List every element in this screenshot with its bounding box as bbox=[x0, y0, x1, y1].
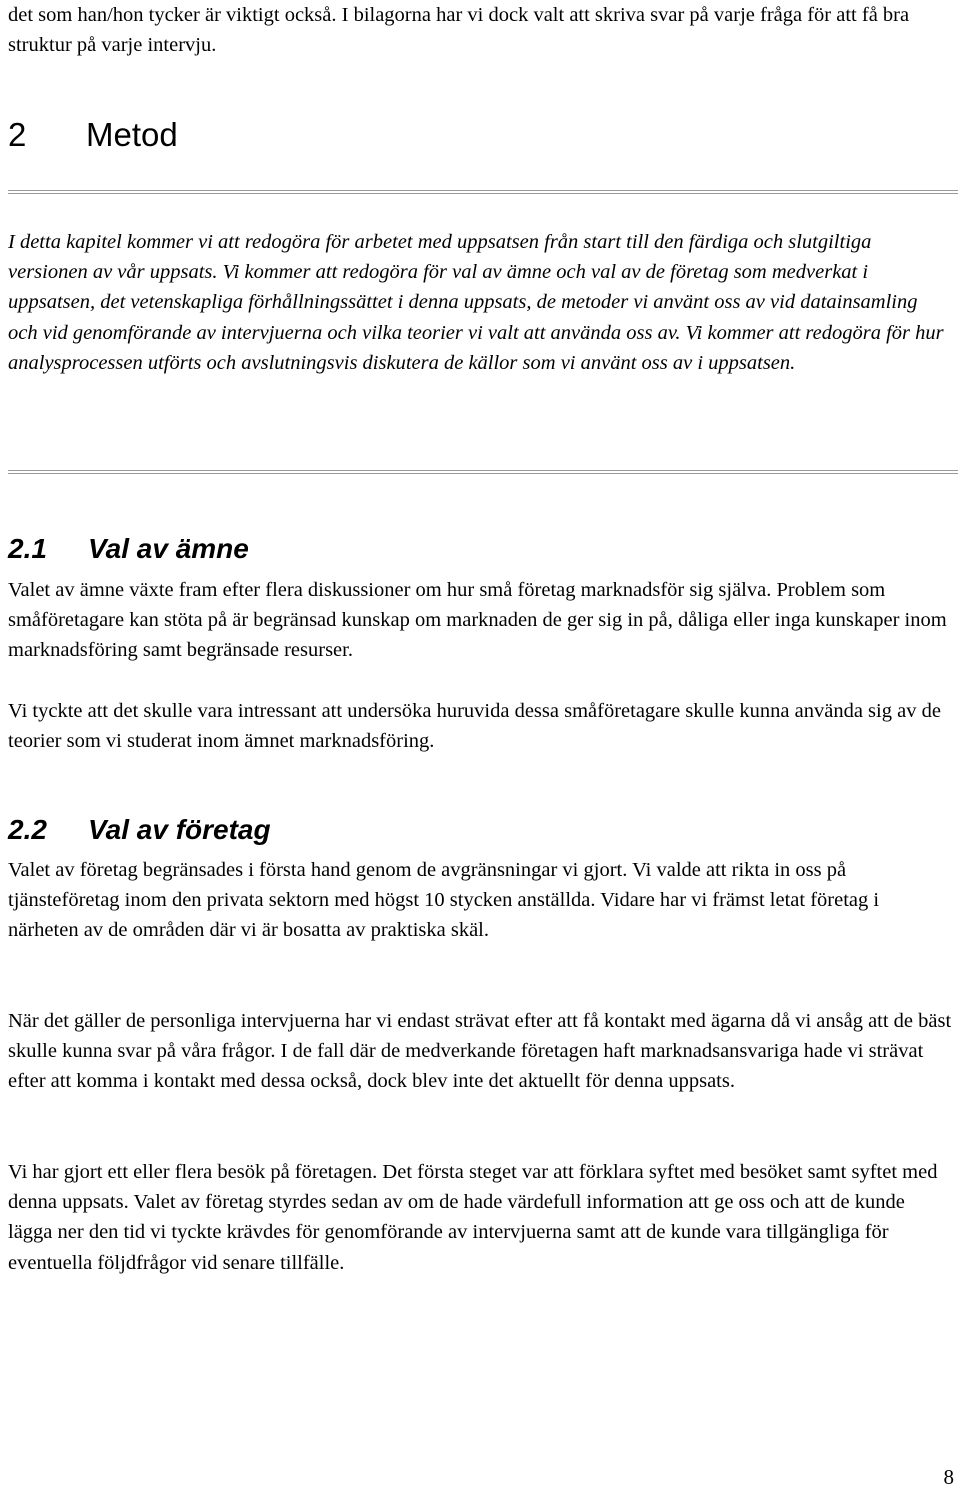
section-2-2-paragraph-3: Vi har gjort ett eller flera besök på företagen. Det första steget var att förklara syftet med besöket samt syftet med denna uppsats. Valet av företag styrdes sedan av om de hade värdefull information att ge oss och att de kunde lägga ner den tid vi tyckte krävdes för genomförande av intervjuerna samt att de kunde vara tillgängliga för eventuella följdfrågor vid senare tillfälle. bbox=[8, 1161, 938, 1274]
section-title: Val av ämne bbox=[88, 533, 249, 564]
section-2-1-paragraph-2: Vi tyckte att det skulle vara intressant att undersöka huruvida dessa småföretagare skulle kunna använda sig av de teorier som vi studerat inom ämnet marknadsföring. bbox=[8, 700, 941, 753]
section-2-1-paragraph-1: Valet av ämne växte fram efter flera diskussioner om hur små företag marknadsför sig själva. Problem som småföretagare kan stöta på är begränsad kunskap om marknaden de ger sig in på, dåliga eller inga kunskaper inom marknadsföring samt begränsade resurser. bbox=[8, 579, 947, 662]
section-2-2-paragraph-1: Valet av företag begränsades i första hand genom de avgränsningar vi gjort. Vi valde att rikta in oss på tjänsteföretag inom den privata sektorn med högst 10 stycken anställda. Vidare har vi främst letat företag i närheten av de områden där vi är bosatta av praktiska skäl. bbox=[8, 859, 880, 942]
chapter-number: 2 bbox=[8, 116, 27, 153]
section-2-2-paragraph-2: När det gäller de personliga intervjuerna har vi endast strävat efter att få kontakt med ägarna då vi ansåg att de bäst skulle kunna svar på våra frågor. I de fall där de medverkande företagen haft marknadsansvariga hade vi strävat efter att komma i kontakt med dessa också, dock blev inte det aktuellt för denna uppsats. bbox=[8, 1010, 952, 1093]
chapter-title: Metod bbox=[86, 116, 178, 153]
section-number: 2.1 bbox=[8, 533, 47, 564]
chapter-heading bbox=[8, 115, 952, 155]
chapter-bottom-rule bbox=[8, 470, 958, 474]
intro-paragraph: det som han/hon tycker är viktigt också. I bilagorna har vi dock valt att skriva svar på varje fråga för att få bra struktur på varje intervju. bbox=[8, 4, 910, 57]
section-title: Val av företag bbox=[88, 814, 271, 845]
chapter-summary: I detta kapitel kommer vi att redogöra för arbetet med uppsatsen från start till den färdiga och slutgiltiga versionen av vår uppsats. Vi kommer att redogöra för val av ämne och val av de företag som medverkat i uppsatsen, det vetenskapliga förhållningssättet i denna uppsats, de metoder vi använt oss av vid datainsamling och vid genomförande av intervjuerna och vilka teorier vi valt att använda oss av. Vi kommer att redogöra för hur analysprocessen utförts och avslutningsvis diskutera de källor som vi använt oss av i uppsatsen. bbox=[8, 231, 944, 374]
chapter-top-rule bbox=[8, 190, 958, 194]
section-heading-2-1 bbox=[8, 532, 952, 566]
section-number: 2.2 bbox=[8, 814, 47, 845]
section-heading-2-2 bbox=[8, 813, 952, 847]
page-number: 8 bbox=[943, 1465, 954, 1489]
